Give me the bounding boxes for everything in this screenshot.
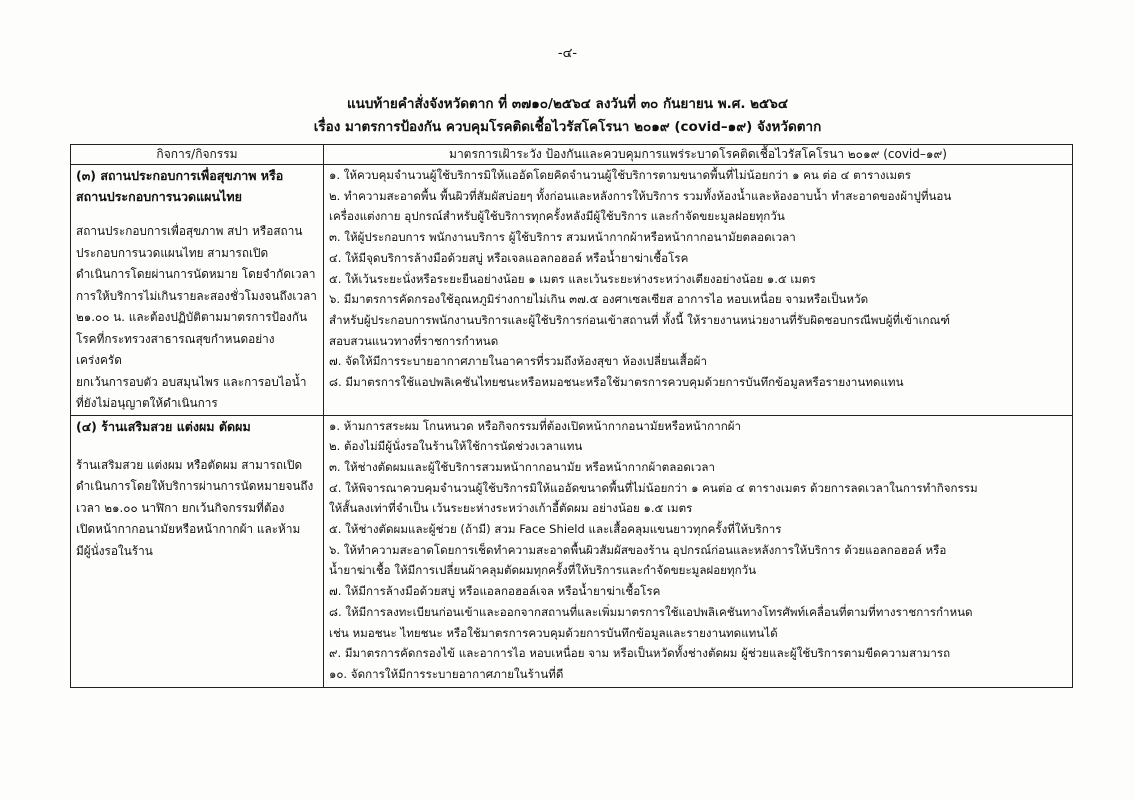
measure-line: ๑. ห้ามการสระผม โกนหนวด หรือกิจกรรมที่ต้องเปิดหน้ากากอนามัยหรือหน้ากากผ้า — [329, 418, 742, 433]
activity-description — [76, 455, 318, 563]
header-activity: กิจการ/กิจกรรม — [71, 145, 324, 165]
measure-line: เครื่องแต่งกาย อุปกรณ์สำหรับผู้ใช้บริการทุกครั้งหลังมีผู้ใช้บริการ และกำจัดขยะมูลฝอยทุกวัน — [329, 209, 785, 224]
activity-cell — [71, 165, 324, 416]
activity-description-line: มีผู้นั่งรอในร้าน — [76, 543, 153, 558]
measure-line: ๘. มีมาตรการใช้แอปพลิเคชันไทยชนะหรือหมอชนะหรือใช้มาตรการควบคุมด้วยการบันทึกข้อมูลหรือรายงานทดแทน — [329, 375, 904, 390]
measure-item — [329, 664, 1067, 685]
measures-cell — [324, 165, 1073, 416]
activity-description-line: ดำเนินการโดยให้บริการผ่านการนัดหมายจนถึง — [76, 479, 314, 493]
measure-item — [329, 186, 1067, 227]
measure-line: ๔. ให้พิจารณาควบคุมจำนวนผู้ใช้บริการมิให้แออัดขนาดพื้นที่ไม่น้อยกว่า ๑ คนต่อ ๔ ตารางเมตร ด้วยการลดเวลาในการทำกิจกรรม — [329, 480, 978, 495]
activity-description-line: ยกเว้นการอบตัว อบสมุนไพร และการอบไอน้ำ — [76, 374, 307, 389]
activity-description-line: ร้านเสริมสวย แต่งผม หรือตัดผม สามารถเปิด — [76, 457, 303, 472]
measure-item — [329, 436, 1067, 457]
measure-line: ๙. มีมาตรการคัดกรองไข้ และอาการไอ หอบเหนื่อย จาม หรือเป็นหวัดทั้งช่างตัดผม ผู้ช่วยและผู้ใช้บริการตามขีดความสามารถ — [329, 646, 951, 661]
measure-line: ๔. ให้มีจุดบริการล้างมือด้วยสบู่ หรือเจลแอลกอฮอล์ หรือน้ำยาฆ่าเชื้อโรค — [329, 250, 689, 265]
activity-description-line: โรคที่กระทรวงสาธารณสุขกำหนดอย่างเคร่งครัด — [76, 331, 275, 367]
measure-line: ๗. จัดให้มีการระบายอากาศภายในอาคารที่รวมถึงห้องสุขา ห้องเปลี่ยนเสื้อผ้า — [329, 354, 707, 369]
document-subject: เรื่อง มาตรการป้องกัน ควบคุมโรคติดเชื้อไวรัสโคโรนา ๒๐๑๙ (covid–๑๙) จังหวัดตาก — [313, 119, 822, 135]
measures-cell — [324, 415, 1073, 687]
measure-line: ๑. ให้ควบคุมจำนวนผู้ใช้บริการมิให้แออัดโดยคิดจำนวนผู้ใช้บริการตามขนาดพื้นที่ไม่น้อยกว่า ๑ คน ต่อ ๔ ตารางเมตร — [329, 168, 911, 182]
measure-item — [329, 519, 1067, 540]
measure-item — [329, 248, 1067, 269]
measure-line: ๓. ให้ช่างตัดผมและผู้ใช้บริการสวมหน้ากากอนามัย หรือหน้ากากผ้าตลอดเวลา — [329, 459, 715, 474]
measure-item — [329, 478, 1067, 519]
measure-item — [329, 165, 1067, 186]
measure-item — [329, 289, 1067, 351]
table-body — [71, 165, 1073, 688]
activity-title-line: (๔) ร้านเสริมสวย แต่งผม ตัดผม — [76, 418, 251, 434]
activity-description-line: สถานประกอบการเพื่อสุขภาพ สปา หรือสถาน — [76, 224, 303, 238]
measure-item — [329, 269, 1067, 290]
table-row — [71, 165, 1073, 416]
activity-description-line: เปิดหน้ากากอนามัยหรือหน้ากากผ้า และห้าม — [76, 522, 301, 536]
table-header-row — [71, 145, 1073, 165]
measures-table — [70, 144, 1073, 688]
measure-item — [329, 351, 1067, 372]
measure-item — [329, 581, 1067, 602]
measure-line: ๒. ต้องไม่มีผู้นั่งรอในร้านให้ใช้การนัดช่วงเวลาแทน — [329, 439, 583, 454]
activity-description-line: การให้บริการไม่เกินรายละสองชั่วโมงจนถึงเวลา — [76, 288, 317, 303]
measure-item — [329, 416, 1067, 437]
activity-description-line: เวลา ๒๑.๐๐ นาฬิกา ยกเว้นกิจกรรมที่ต้อง — [76, 500, 285, 515]
measure-line: ๘. ให้มีการลงทะเบียนก่อนเข้าและออกจากสถานที่และเพิ่มมาตรการใช้แอปพลิเคชันทางโทรศัพท์เคลื่อนที่ตามที่ทางราชการกำหนด — [329, 604, 973, 619]
table-row — [71, 415, 1073, 687]
document-title: แนบท้ายคำสั่งจังหวัดตาก ที่ ๓๗๑๐/๒๕๖๔ ลงวันที่ ๓๐ กันยายน พ.ศ. ๒๕๖๔ — [346, 96, 789, 112]
activity-description-line: ๒๑.๐๐ น. และต้องปฏิบัติตามมาตรการป้องกัน — [76, 310, 308, 324]
measure-line: เช่น หมอชนะ ไทยชนะ หรือใช้มาตรการควบคุมด้วยการบันทึกข้อมูลและรายงานทดแทนได้ — [329, 625, 778, 640]
measure-line: ๓. ให้ผู้ประกอบการ พนักงานบริการ ผู้ใช้บริการ สวมหน้ากากผ้าหรือหน้ากากอนามัยตลอดเวลา — [329, 230, 796, 245]
activity-title — [76, 165, 318, 207]
measure-item — [329, 602, 1067, 643]
activity-description — [76, 221, 318, 415]
activity-description-line: ประกอบการนวดแผนไทย สามารถเปิด — [76, 245, 269, 260]
measure-line: ๗. ให้มีการล้างมือด้วยสบู่ หรือแอลกอฮอล์เจล หรือน้ำยาฆ่าเชื้อโรค — [329, 584, 661, 599]
measure-line: ๖. ให้ทำความสะอาดโดยการเช็ดทำความสะอาดพื้นผิวสัมผัสของร้าน อุปกรณ์ก่อนและหลังการให้บริการ ด้วยแอลกอฮอล์ หรือ — [329, 542, 947, 557]
measure-line: น้ำยาฆ่าเชื้อ ให้มีการเปลี่ยนผ้าคลุมตัดผมทุกครั้งที่ให้บริการและกำจัดขยะมูลฝอยทุกวัน — [329, 563, 757, 578]
activity-title-line: (๓) สถานประกอบการเพื่อสุขภาพ หรือ — [76, 168, 284, 183]
measure-item — [329, 457, 1067, 478]
measure-item — [329, 540, 1067, 581]
page-number: -๔- — [557, 46, 578, 61]
measure-item — [329, 227, 1067, 248]
activity-cell — [71, 415, 324, 687]
measure-line: ให้สั้นลงเท่าที่จำเป็น เว้นระยะห่างระหว่างเก้าอี้ตัดผม อย่างน้อย ๑.๕ เมตร — [329, 501, 693, 516]
measure-line: สำหรับผู้ประกอบการพนักงานบริการและผู้ใช้บริการก่อนเข้าสถานที่ ทั้งนี้ ให้รายงานหน่วยงานที่รับผิดชอบกรณีพบผู้ที่เข้าเกณฑ์ — [329, 312, 950, 327]
measure-item — [329, 372, 1067, 393]
measure-line: ๒. ทำความสะอาดพื้น พื้นผิวที่สัมผัสบ่อยๆ ทั้งก่อนและหลังการให้บริการ รวมทั้งห้องน้ำและห้องอาบน้ำ ทำสะอาดของผ้าปูที่นอน — [329, 188, 952, 203]
activity-title-line: สถานประกอบการนวดแผนไทย — [76, 189, 242, 204]
activity-title — [76, 416, 318, 437]
measure-line: สอบสวนแนวทางที่ราชการกำหนด — [329, 333, 499, 348]
measure-item — [329, 643, 1067, 664]
header-measures: มาตรการเฝ้าระวัง ป้องกันและควบคุมการแพร่ระบาดโรคติดเชื้อไวรัสโคโรนา ๒๐๑๙ (covid–๑๙) — [324, 145, 1073, 165]
measure-line: ๖. มีมาตรการคัดกรองใช้อุณหภูมิร่างกายไม่เกิน ๓๗.๕ องศาเซลเซียส อาการไอ หอบเหนื่อย จามหรือเป็นหวัด — [329, 292, 869, 307]
measure-line: ๑๐. จัดการให้มีการระบายอากาศภายในร้านที่ดี — [329, 666, 564, 681]
activity-description-line: ที่ยังไม่อนุญาตให้ดำเนินการ — [76, 396, 218, 410]
measure-line: ๕. ให้เว้นระยะนั่งหรือระยะยืนอย่างน้อย ๑ เมตร และเว้นระยะห่างระหว่างเตียงอย่างน้อย ๑.๕ เมตร — [329, 271, 816, 286]
measure-line: ๕. ให้ช่างตัดผมและผู้ช่วย (ถ้ามี) สวม Face Shield และเสื้อคลุมแขนยาวทุกครั้งที่ให้บริการ — [329, 522, 782, 537]
activity-description-line: ดำเนินการโดยผ่านการนัดหมาย โดยจำกัดเวลา — [76, 267, 316, 281]
